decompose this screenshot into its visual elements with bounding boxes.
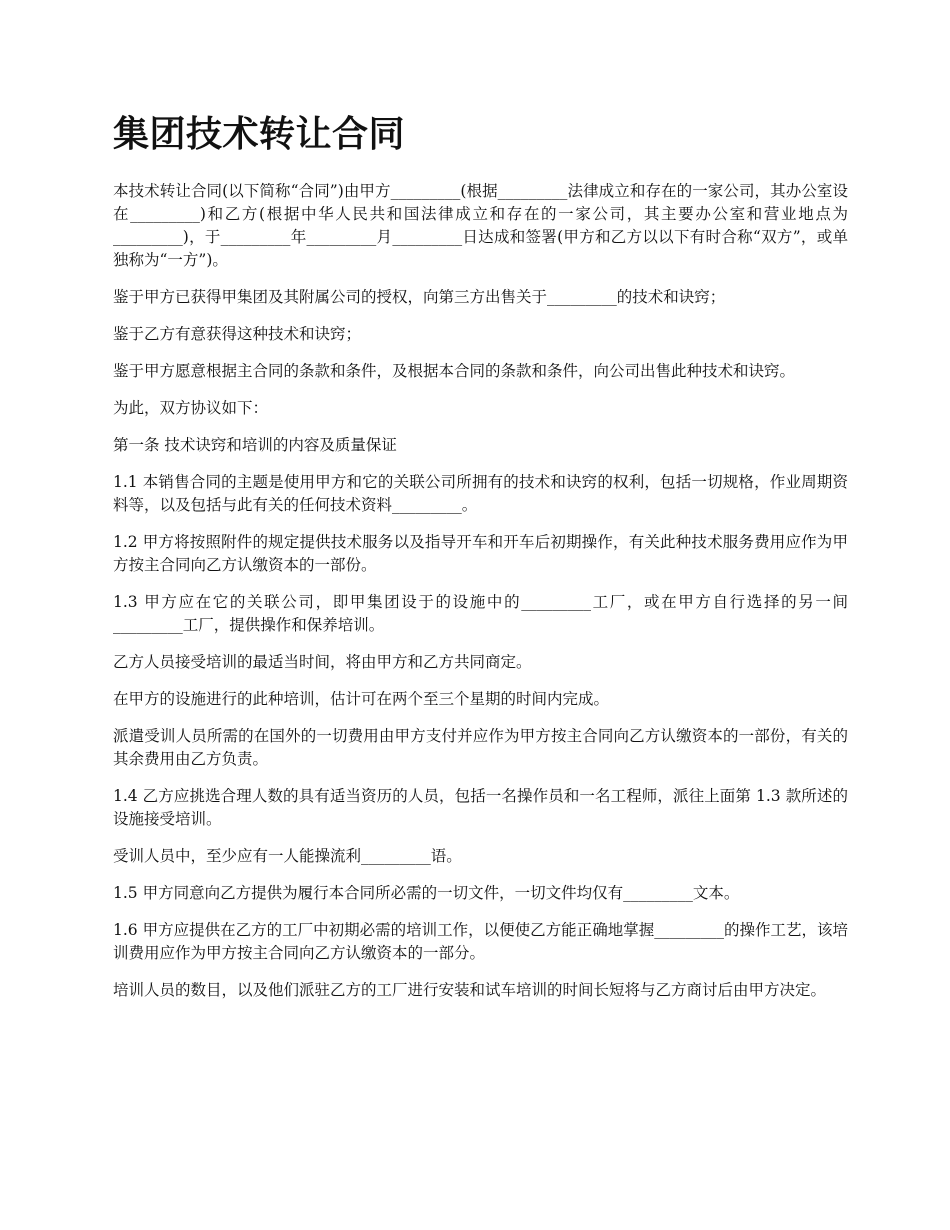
article-1-heading: 第一条 技术诀窍和培训的内容及质量保证: [113, 436, 397, 454]
clause-1-2: 1.2 甲方将按照附件的规定提供技术服务以及指导开车和开车后初期操作，有关此种技术服务费用应作为甲方按主合同向乙方认缴资本的一部份。: [113, 533, 848, 574]
paragraph-trainer-count: 培训人员的数目，以及他们派驻乙方的工厂进行安装和试车培训的时间长短将与乙方商讨后由甲方决定。: [113, 981, 827, 999]
paragraph-training-costs: 派遣受训人员所需的在国外的一切费用由甲方支付并应作为甲方按主合同向乙方认缴资本的一部份，有关的其余费用由乙方负责。: [113, 727, 848, 768]
paragraph-recital-1: 鉴于甲方已获得甲集团及其附属公司的授权，向第三方出售关于_________的技术和诀窍；: [113, 288, 726, 306]
clause-1-6: 1.6 甲方应提供在乙方的工厂中初期必需的培训工作，以便使乙方能正确地掌握_________的操作工艺，该培训费用应作为甲方按主合同向乙方认缴资本的一部分。: [113, 921, 848, 962]
paragraph-preamble: 本技术转让合同(以下简称“合同”)由甲方_________(根据_________法律成立和存在的一家公司，其办公室设在_________)和乙方(根据中华人民共和国法律成立和存在的一家公司，其主要办公室和营业地点为_________)，于_________年_________月_________日达成和签署(甲方和乙方以以下有时合称“双方”，或单独称为“一方”)。: [113, 182, 848, 269]
document-title: 集团技术转让合同: [113, 114, 406, 155]
paragraph-recital-2: 鉴于乙方有意获得这种技术和诀窍；: [113, 325, 362, 343]
clause-1-3: 1.3 甲方应在它的关联公司，即甲集团设于的设施中的_________工厂，或在甲方自行选择的另一间_________工厂，提供操作和保养培训。: [113, 593, 848, 634]
clause-1-4: 1.4 乙方应挑选合理人数的具有适当资历的人员，包括一名操作员和一名工程师，派往上面第 1.3 款所述的设施接受培训。: [113, 787, 848, 828]
document-body: [113, 180, 848, 1016]
paragraph-training-time: 乙方人员接受培训的最适当时间，将由甲方和乙方共同商定。: [113, 653, 532, 671]
clause-1-5: 1.5 甲方同意向乙方提供为履行本合同所必需的一切文件，一切文件均仅有_________文本。: [113, 884, 740, 902]
paragraph-agreement-intro: 为此，双方协议如下：: [113, 399, 269, 417]
clause-1-1: 1.1 本销售合同的主题是使用甲方和它的关联公司所拥有的技术和诀窍的权利，包括一切规格，作业周期资料等，以及包括与此有关的任何技术资料_________。: [113, 473, 848, 514]
paragraph-recital-3: 鉴于甲方愿意根据主合同的条款和条件，及根据本合同的条款和条件，向公司出售此种技术和诀窍。: [113, 362, 796, 380]
paragraph-training-duration: 在甲方的设施进行的此种培训，估计可在两个至三个星期的时间内完成。: [113, 690, 610, 708]
paragraph-trainee-language: 受训人员中，至少应有一人能操流利_________语。: [113, 847, 462, 865]
